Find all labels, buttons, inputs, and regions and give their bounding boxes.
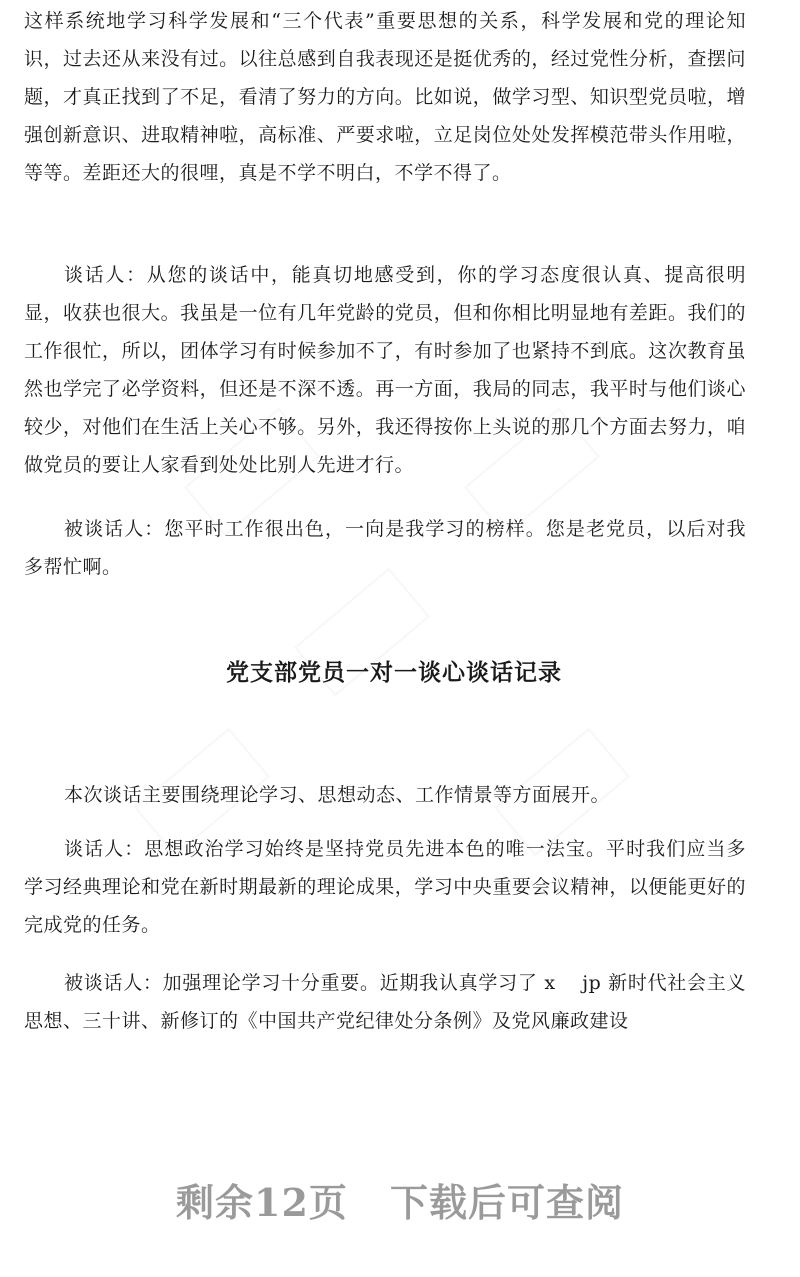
paragraph-6: 被谈话人：加强理论学习十分重要。近期我认真学习了 x jp 新时代社会主义思想、三十讲、新修订的《中国共产党纪律处分条例》及党风廉政建设: [24, 972, 746, 1032]
paragraph-4: 本次谈话主要围绕理论学习、思想动态、工作情景等方面展开。: [64, 784, 611, 806]
download-prompt[interactable]: [0, 1172, 800, 1227]
paragraph-2: 谈话人：从您的谈话中，能真切地感受到，你的学习态度很认真、提高很明显，收获也很大。我虽是一位有几年党龄的党员，但和你相比明显地有差距。我们的工作很忙，所以，团体学习有时候参加不了，有时参加了也紧持不到底。这次教育虽然也学完了必学资料，但还是不深不透。再一方面，我局的同志，我平时与他们谈心较少，对他们在生活上关心不够。另外，我还得按你上头说的那几个方面去努力，咱做党员的要让人家看到处处比别人先进才行。: [24, 264, 746, 476]
paragraph-3: 被谈话人：您平时工作很出色，一向是我学习的榜样。您是老党员，以后对我多帮忙啊。: [24, 518, 746, 578]
section-title: 党支部党员一对一谈心谈话记录: [226, 659, 562, 686]
download-hint-label: 下载后可查阅: [389, 1180, 624, 1225]
paragraph-5: 谈话人：思想政治学习始终是坚持党员先进本色的唯一法宝。平时我们应当多学习经典理论和党在新时期最新的理论成果，学习中央重要会议精神，以便能更好的完成党的任务。: [24, 838, 746, 936]
remaining-pages-label: 剩余12页: [176, 1180, 348, 1225]
paragraph-1: 这样系统地学习科学发展和“三个代表”重要思想的关系，科学发展和党的理论知识，过去还从来没有过。以往总感到自我表现还是挺优秀的，经过党性分析，查摆问题，才真正找到了不足，看清了努力的方向。比如说，做学习型、知识型党员啦，增强创新意识、进取精神啦，高标准、严要求啦，立足岗位处处发挥模范带头作用啦，等等。差距还大的很哩，真是不学不明白，不学不得了。: [24, 10, 746, 184]
